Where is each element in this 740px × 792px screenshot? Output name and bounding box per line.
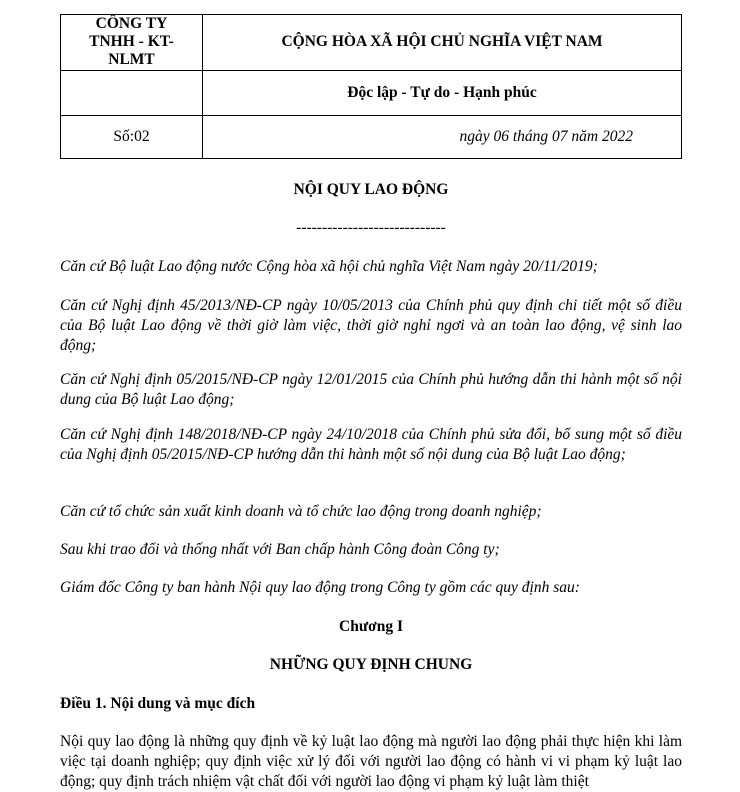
basis-paragraph: Căn cứ Nghị định 148/2018/NĐ-CP ngày 24/10/2018 của Chính phủ sửa đổi, bổ sung một số điều của Nghị định 05/2015/NĐ-CP hướng dẫn thi hành một số nội dung của Bộ luật Lao động; xyxy=(60,426,682,463)
national-title: CỘNG HÒA XÃ HỘI CHỦ NGHĨA VIỆT NAM xyxy=(203,15,682,71)
basis-paragraph: Căn cứ Nghị định 45/2013/NĐ-CP ngày 10/05/2013 của Chính phủ quy định chi tiết một số điều của Bộ luật Lao động về thời giờ làm việc, thời giờ nghỉ ngơi và an toàn lao động, vệ sinh lao động; xyxy=(60,297,682,354)
document-number: Số:02 xyxy=(61,116,203,159)
chapter-number: Chương I xyxy=(339,618,403,635)
header-table xyxy=(60,14,682,159)
separator-line: ----------------------------- xyxy=(296,219,446,236)
chapter-title: NHỮNG QUY ĐỊNH CHUNG xyxy=(269,656,473,673)
document-date: ngày 06 tháng 07 năm 2022 xyxy=(203,116,682,159)
basis-paragraph: Căn cứ tổ chức sản xuất kinh doanh và tổ chức lao động trong doanh nghiệp; xyxy=(60,503,542,520)
basis-paragraph: Căn cứ Nghị định 05/2015/NĐ-CP ngày 12/01/2015 của Chính phủ hướng dẫn thi hành một số nội dung của Bộ luật Lao động; xyxy=(60,371,682,408)
basis-paragraph: Giám đốc Công ty ban hành Nội quy lao động trong Công ty gồm các quy định sau: xyxy=(60,579,580,596)
document-title: NỘI QUY LAO ĐỘNG xyxy=(293,181,449,198)
empty-cell xyxy=(61,70,203,116)
company-name: CÔNG TY TNHH - KT- NLMT xyxy=(61,15,203,71)
basis-paragraph: Căn cứ Bộ luật Lao động nước Cộng hòa xã hội chủ nghĩa Việt Nam ngày 20/11/2019; xyxy=(60,258,598,275)
article-body: Nội quy lao động là những quy định về kỷ luật lao động mà người lao động phải thực hiện khi làm việc tại doanh nghiệp; quy định việc xử lý đối với người lao động có hành vi vi phạm kỷ luật lao động; quy định trách nhiệm vật chất đối với người lao động vi phạm kỷ luật làm thiệt xyxy=(60,733,682,790)
basis-paragraph: Sau khi trao đổi và thống nhất với Ban chấp hành Công đoàn Công ty; xyxy=(60,541,500,558)
article-heading: Điều 1. Nội dung và mục đích xyxy=(60,695,256,712)
motto: Độc lập - Tự do - Hạnh phúc xyxy=(203,70,682,116)
